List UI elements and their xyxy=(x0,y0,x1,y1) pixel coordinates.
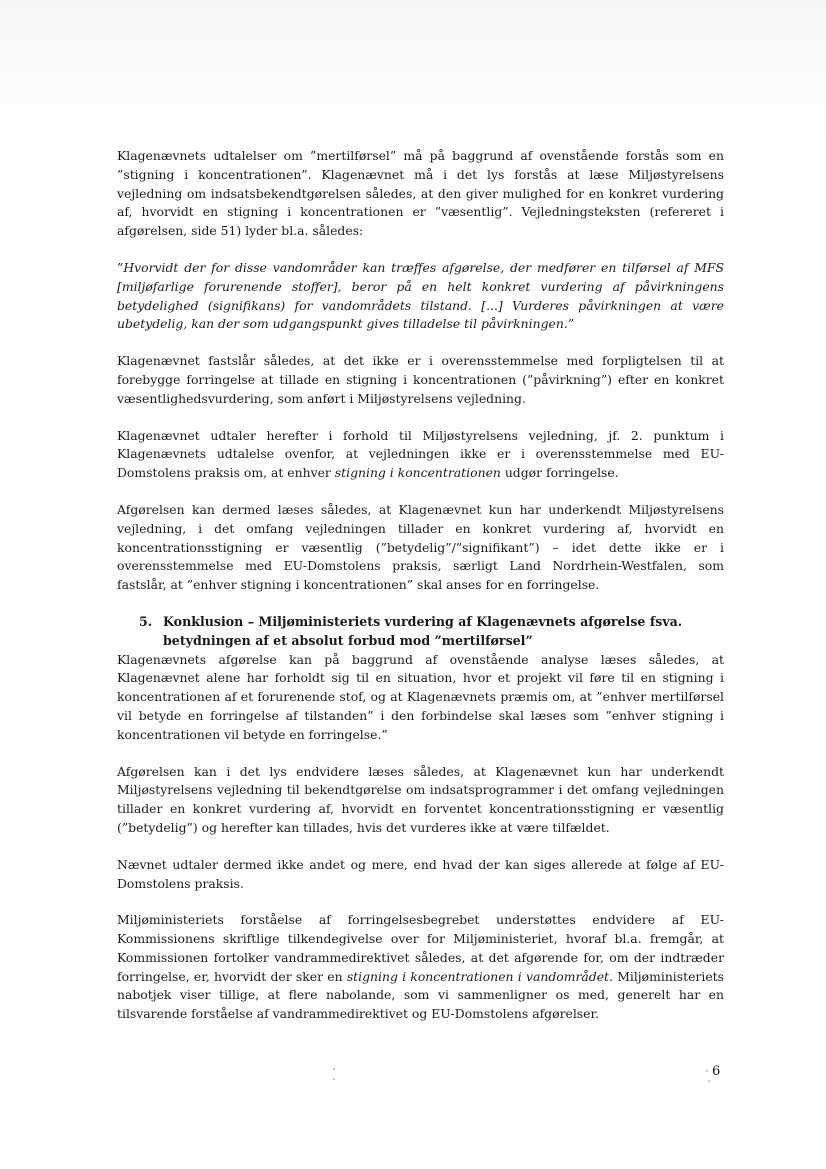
paragraph-3: Klagenævnet fastslår således, at det ikke er i overensstemmelse med forpligtelsen til at forebygge forringelse at tillade en stigning i koncentrationen (”påvirkning”) efter en konkret væsentlighedsvurdering, som anført i Miljøstyrelsens vejledning. xyxy=(117,353,724,406)
paragraph-9-text-before: Miljøministeriets forståelse af forringelsesbegrebet understøttes endvidere af EU-Kommissionens skriftlige tilkendegivelse over for Miljøministeriet, hvoraf bl.a. fremgår, at Kommissionen fortolker vandrammedirektivet således, at det afgørende for, om der indtræder forringelse, er, hvorvidt der sker en xyxy=(117,912,724,984)
scan-speck xyxy=(333,1078,335,1080)
scan-speck xyxy=(706,1070,708,1072)
scan-speck xyxy=(333,1068,335,1070)
page-number: 6 xyxy=(712,1064,721,1079)
document-body xyxy=(117,147,724,1042)
scan-speck xyxy=(708,1080,710,1082)
paragraph-6: Klagenævnets afgørelse kan på baggrund af ovenstående analyse læses således, at Klagenævnet alene har forholdt sig til en situation, hvor et projekt vil føre til en stigning i koncentrationen af et forurenende stof, og at Klagenævnets præmis om, at ”enhver mertilførsel vil betyde en forringelse af tilstanden” i den forbindelse skal læses som ”enhver stigning i koncentrationen vil betyde en forringelse.” xyxy=(117,651,724,742)
section-number: 5. xyxy=(139,613,153,629)
paragraph-4 xyxy=(117,427,724,483)
paragraph-4-text-after: udgør forringelse. xyxy=(500,465,619,481)
paragraph-4-text-before: Klagenævnet udtaler herefter i forhold til Miljøstyrelsens vejledning, jf. 2. punktum i Klagenævnets udtalelse ovenfor, at vejledningen ikke er i overensstemmelse med EU-Domstolens praksis om, at enhver xyxy=(117,427,724,481)
scan-shading xyxy=(0,0,826,140)
quote-paragraph: ”Hvorvidt der for disse vandområder kan træffes afgørelse, der medfører en tilførsel af MFS [miljøfarlige forurenende stoffer], beror på en helt konkret vurdering af påvirkningens betydelighed (signifikans) for vandområdets tilstand. [...] Vurderes påvirkningen at være ubetydelig, kan der som udgangspunkt gives tilladelse til påvirkningen.” xyxy=(117,259,724,332)
paragraph-1: Klagenævnets udtalelser om ”mertilførsel” må på baggrund af ovenstående forstås som en ”stigning i koncentrationen”. Klagenævnet må i det lys forstås at læse Miljøstyrelsens vejledning om indsatsbekendtgørelsen således, at den giver mulighed for en konkret vurdering af, hvorvidt en stigning i koncentrationen er ”væsentlig”. Vejledningsteksten (refereret i afgørelsen, side 51) lyder bl.a. således: xyxy=(117,148,724,239)
paragraph-4-emphasis: stigning i koncentrationen xyxy=(334,465,501,481)
paragraph-9 xyxy=(117,911,724,1024)
paragraph-5: Afgørelsen kan dermed læses således, at Klagenævnet kun har underkendt Miljøstyrelsens vejledning, i det omfang vejledningen tillader en konkret vurdering af, hvorvidt en koncentrationsstigning er væsentlig (”betydelig”/”signifikant”) – idet dette ikke er i overensstemmelse med EU-Domstolens praksis, særligt Land Nordrhein-Westfalen, som fastslår, at ”enhver stigning i koncentrationen” skal anses for en forringelse. xyxy=(117,501,724,593)
paragraph-9-emphasis: stigning i koncentrationen i vandområdet. xyxy=(346,968,613,984)
section-title: Konklusion – Miljøministeriets vurdering af Klagenævnets afgørelse fsva. betydningen af et absolut forbud mod ”mertilførsel” xyxy=(163,613,683,648)
section-heading xyxy=(117,613,724,651)
paragraph-7: Afgørelsen kan i det lys endvidere læses således, at Klagenævnet kun har underkendt Miljøstyrelsens vejledning til bekendtgørelse om indsatsprogrammer i det omfang vejledningen tillader en konkret vurdering af, hvorvidt en forventet koncentrationsstigning er væsentlig (”betydelig”) og herefter kan tillades, hvis det vurderes ikke at være tilfældet. xyxy=(117,763,724,835)
paragraph-8: Nævnet udtaler dermed ikke andet og mere, end hvad der kan siges allerede at følge af EU-Domstolens praksis. xyxy=(117,856,724,891)
paragraph-9-text-after: Miljøministeriets nabotjek viser tillige, at flere nabolande, som vi sammenligner os med, generelt har en tilsvarende forståelse af vandrammedirektivet og EU-Domstolens afgørelser. xyxy=(117,968,724,1022)
